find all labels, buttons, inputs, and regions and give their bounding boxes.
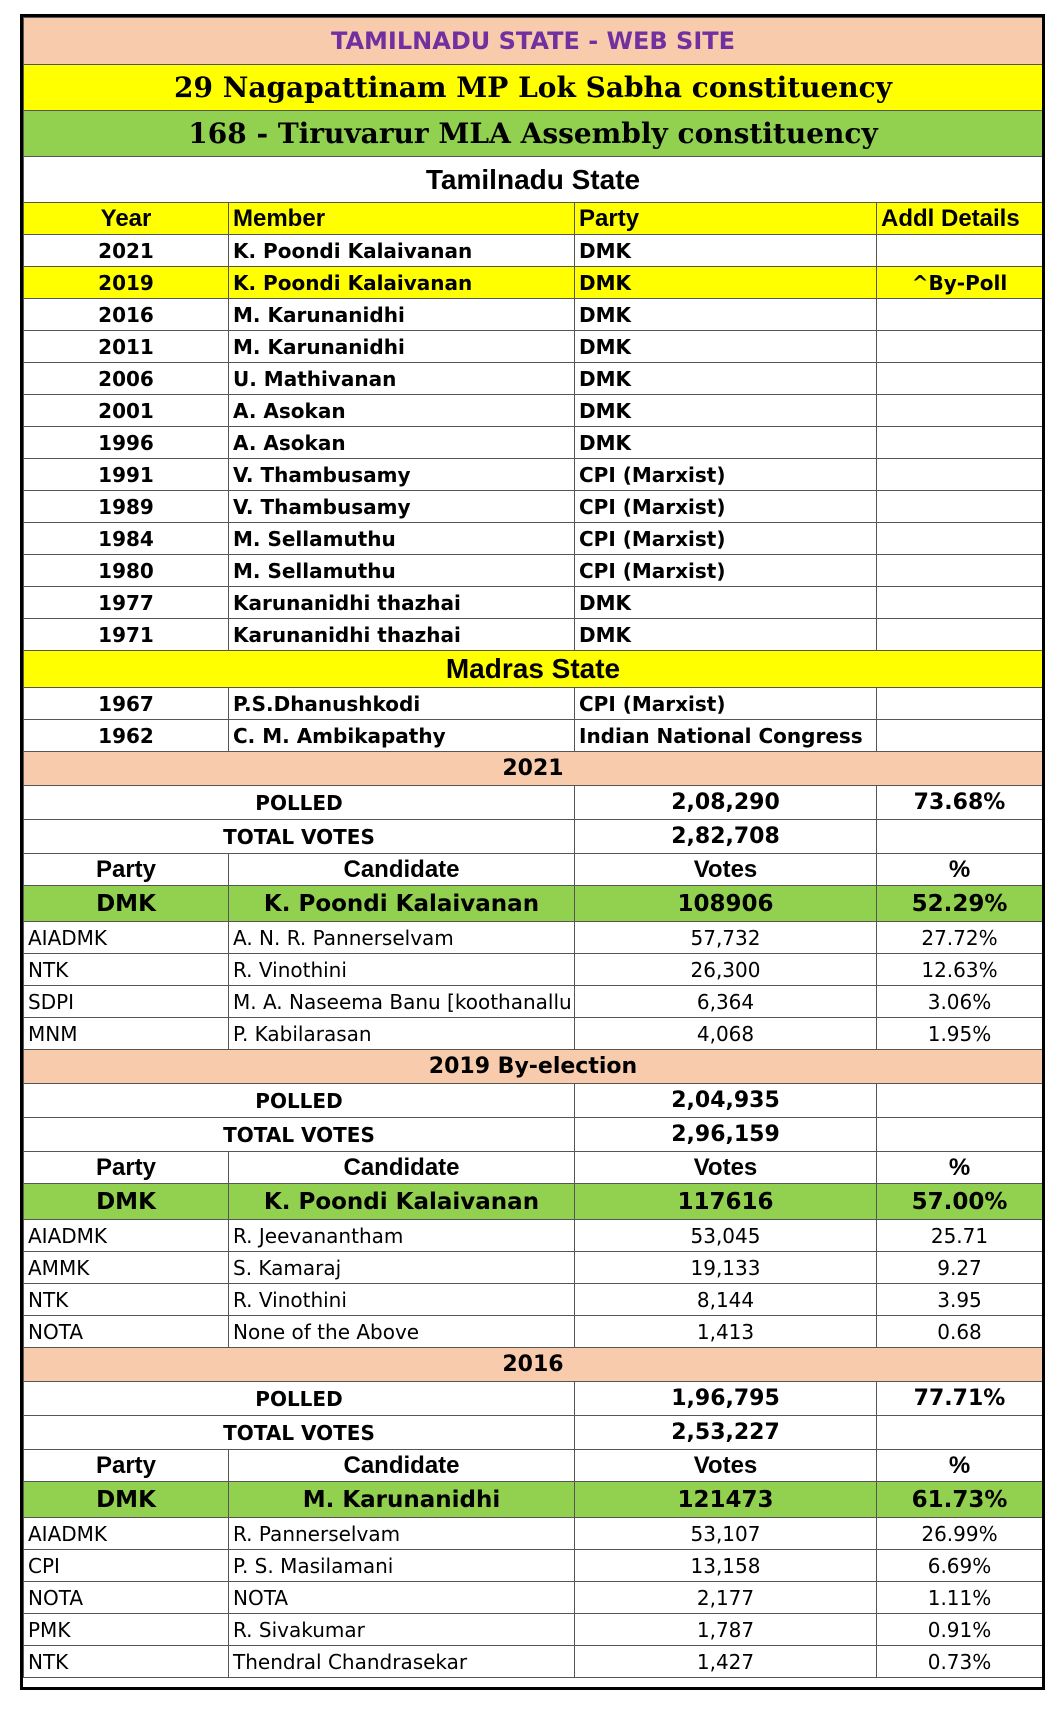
candidate-name: P. Kabilarasan bbox=[229, 1018, 575, 1050]
header-percent: % bbox=[877, 1152, 1043, 1184]
candidate-party: SDPI bbox=[24, 986, 229, 1018]
candidate-header-row bbox=[24, 1152, 1043, 1184]
candidate-percent: 6.69% bbox=[877, 1550, 1043, 1582]
total-votes-row bbox=[24, 820, 1043, 854]
member-details bbox=[877, 459, 1043, 491]
member-details bbox=[877, 427, 1043, 459]
candidate-name: A. N. R. Pannerselvam bbox=[229, 922, 575, 954]
candidate-party: NOTA bbox=[24, 1582, 229, 1614]
candidate-votes: 8,144 bbox=[575, 1284, 877, 1316]
member-year: 2016 bbox=[24, 299, 229, 331]
header-details: Addl Details bbox=[877, 203, 1043, 235]
candidate-party: NTK bbox=[24, 1284, 229, 1316]
header-candidate: Candidate bbox=[229, 1450, 575, 1482]
candidate-row bbox=[24, 922, 1043, 954]
polled-label: POLLED bbox=[24, 1084, 575, 1118]
candidate-percent: 0.73% bbox=[877, 1646, 1043, 1678]
member-row bbox=[24, 619, 1043, 651]
winner-party: DMK bbox=[24, 1184, 229, 1220]
candidate-name: M. A. Naseema Banu [koothanallu bbox=[229, 986, 575, 1018]
election-year-row bbox=[24, 1050, 1043, 1084]
member-name: M. Sellamuthu bbox=[229, 523, 575, 555]
candidate-name: S. Kamaraj bbox=[229, 1252, 575, 1284]
member-details bbox=[877, 363, 1043, 395]
polled-value: 2,04,935 bbox=[575, 1084, 877, 1118]
member-details bbox=[877, 619, 1043, 651]
candidate-votes: 57,732 bbox=[575, 922, 877, 954]
mp-constituency-row bbox=[24, 65, 1043, 111]
candidate-row bbox=[24, 986, 1043, 1018]
member-name: M. Sellamuthu bbox=[229, 555, 575, 587]
candidate-votes: 13,158 bbox=[575, 1550, 877, 1582]
header-candidate: Candidate bbox=[229, 1152, 575, 1184]
polled-label: POLLED bbox=[24, 786, 575, 820]
candidate-votes: 4,068 bbox=[575, 1018, 877, 1050]
member-party: DMK bbox=[575, 299, 877, 331]
winner-votes: 117616 bbox=[575, 1184, 877, 1220]
candidate-votes: 2,177 bbox=[575, 1582, 877, 1614]
member-year: 1996 bbox=[24, 427, 229, 459]
total-votes-value: 2,96,159 bbox=[575, 1118, 877, 1152]
candidate-votes: 1,787 bbox=[575, 1614, 877, 1646]
total-votes-label: TOTAL VOTES bbox=[24, 1118, 575, 1152]
header-candidate: Candidate bbox=[229, 854, 575, 886]
candidate-row bbox=[24, 1646, 1043, 1678]
member-year: 1971 bbox=[24, 619, 229, 651]
candidate-votes: 53,045 bbox=[575, 1220, 877, 1252]
total-votes-label: TOTAL VOTES bbox=[24, 1416, 575, 1450]
candidate-party: NOTA bbox=[24, 1316, 229, 1348]
winner-row bbox=[24, 1184, 1043, 1220]
candidate-percent: 12.63% bbox=[877, 954, 1043, 986]
candidate-party: MNM bbox=[24, 1018, 229, 1050]
candidate-votes: 1,413 bbox=[575, 1316, 877, 1348]
member-details bbox=[877, 720, 1043, 752]
candidate-percent: 1.11% bbox=[877, 1582, 1043, 1614]
candidate-party: NTK bbox=[24, 1646, 229, 1678]
madras-heading: Madras State bbox=[24, 651, 1043, 688]
header-party: Party bbox=[575, 203, 877, 235]
member-row bbox=[24, 720, 1043, 752]
candidate-votes: 53,107 bbox=[575, 1518, 877, 1550]
member-row bbox=[24, 491, 1043, 523]
polled-percent: 73.68% bbox=[877, 786, 1043, 820]
candidate-name: P. S. Masilamani bbox=[229, 1550, 575, 1582]
members-header-row bbox=[24, 203, 1043, 235]
election-title: 2016 bbox=[24, 1348, 1043, 1382]
state-heading: Tamilnadu State bbox=[24, 157, 1043, 203]
candidate-percent: 3.95 bbox=[877, 1284, 1043, 1316]
member-year: 1962 bbox=[24, 720, 229, 752]
member-details bbox=[877, 555, 1043, 587]
member-party: CPI (Marxist) bbox=[575, 555, 877, 587]
polled-label: POLLED bbox=[24, 1382, 575, 1416]
election-year-row bbox=[24, 752, 1043, 786]
candidate-name: R. Sivakumar bbox=[229, 1614, 575, 1646]
candidate-row bbox=[24, 1284, 1043, 1316]
member-row bbox=[24, 555, 1043, 587]
candidate-party: AIADMK bbox=[24, 1220, 229, 1252]
member-name: K. Poondi Kalaivanan bbox=[229, 235, 575, 267]
winner-row bbox=[24, 886, 1043, 922]
header-percent: % bbox=[877, 854, 1043, 886]
candidate-row bbox=[24, 1550, 1043, 1582]
header-party: Party bbox=[24, 1152, 229, 1184]
candidate-row bbox=[24, 954, 1043, 986]
member-details bbox=[877, 299, 1043, 331]
election-title: 2021 bbox=[24, 752, 1043, 786]
header-votes: Votes bbox=[575, 1450, 877, 1482]
member-row bbox=[24, 427, 1043, 459]
candidate-party: AIADMK bbox=[24, 922, 229, 954]
candidate-name: Thendral Chandrasekar bbox=[229, 1646, 575, 1678]
candidate-percent: 3.06% bbox=[877, 986, 1043, 1018]
total-votes-row bbox=[24, 1416, 1043, 1450]
member-row bbox=[24, 688, 1043, 720]
total-votes-value: 2,53,227 bbox=[575, 1416, 877, 1450]
winner-percent: 61.73% bbox=[877, 1482, 1043, 1518]
member-party: CPI (Marxist) bbox=[575, 523, 877, 555]
member-year: 1984 bbox=[24, 523, 229, 555]
member-name: U. Mathivanan bbox=[229, 363, 575, 395]
member-details: ^By-Poll bbox=[877, 267, 1043, 299]
site-title: TAMILNADU STATE - WEB SITE bbox=[24, 18, 1043, 65]
candidate-percent: 0.91% bbox=[877, 1614, 1043, 1646]
member-year: 1991 bbox=[24, 459, 229, 491]
candidate-percent: 1.95% bbox=[877, 1018, 1043, 1050]
candidate-row bbox=[24, 1018, 1043, 1050]
madras-heading-row bbox=[24, 651, 1043, 688]
member-details bbox=[877, 331, 1043, 363]
constituency-table bbox=[23, 17, 1043, 1678]
polled-percent bbox=[877, 1084, 1043, 1118]
header-year: Year bbox=[24, 203, 229, 235]
member-details bbox=[877, 491, 1043, 523]
member-name: C. M. Ambikapathy bbox=[229, 720, 575, 752]
candidate-party: PMK bbox=[24, 1614, 229, 1646]
total-votes-empty bbox=[877, 1416, 1043, 1450]
member-year: 2001 bbox=[24, 395, 229, 427]
candidate-header-row bbox=[24, 1450, 1043, 1482]
candidate-row bbox=[24, 1614, 1043, 1646]
member-year: 2006 bbox=[24, 363, 229, 395]
header-percent: % bbox=[877, 1450, 1043, 1482]
member-row bbox=[24, 235, 1043, 267]
member-year: 1977 bbox=[24, 587, 229, 619]
candidate-header-row bbox=[24, 854, 1043, 886]
polled-row bbox=[24, 786, 1043, 820]
candidate-party: CPI bbox=[24, 1550, 229, 1582]
candidate-row bbox=[24, 1252, 1043, 1284]
candidate-votes: 19,133 bbox=[575, 1252, 877, 1284]
winner-percent: 52.29% bbox=[877, 886, 1043, 922]
site-title-row bbox=[24, 18, 1043, 65]
winner-row bbox=[24, 1482, 1043, 1518]
member-name: K. Poondi Kalaivanan bbox=[229, 267, 575, 299]
candidate-name: None of the Above bbox=[229, 1316, 575, 1348]
candidate-row bbox=[24, 1582, 1043, 1614]
candidate-votes: 1,427 bbox=[575, 1646, 877, 1678]
polled-row bbox=[24, 1084, 1043, 1118]
winner-votes: 108906 bbox=[575, 886, 877, 922]
member-row bbox=[24, 363, 1043, 395]
candidate-votes: 26,300 bbox=[575, 954, 877, 986]
polled-percent: 77.71% bbox=[877, 1382, 1043, 1416]
member-row bbox=[24, 267, 1043, 299]
member-party: DMK bbox=[575, 235, 877, 267]
member-details bbox=[877, 235, 1043, 267]
state-heading-row bbox=[24, 157, 1043, 203]
polled-value: 1,96,795 bbox=[575, 1382, 877, 1416]
header-votes: Votes bbox=[575, 854, 877, 886]
member-name: M. Karunanidhi bbox=[229, 331, 575, 363]
member-party: DMK bbox=[575, 331, 877, 363]
candidate-percent: 25.71 bbox=[877, 1220, 1043, 1252]
candidate-percent: 27.72% bbox=[877, 922, 1043, 954]
candidate-percent: 9.27 bbox=[877, 1252, 1043, 1284]
candidate-name: R. Jeevanantham bbox=[229, 1220, 575, 1252]
winner-candidate: M. Karunanidhi bbox=[229, 1482, 575, 1518]
member-party: DMK bbox=[575, 363, 877, 395]
winner-party: DMK bbox=[24, 1482, 229, 1518]
polled-row bbox=[24, 1382, 1043, 1416]
candidate-name: NOTA bbox=[229, 1582, 575, 1614]
mla-constituency-row bbox=[24, 111, 1043, 157]
member-year: 2019 bbox=[24, 267, 229, 299]
member-name: M. Karunanidhi bbox=[229, 299, 575, 331]
member-year: 1967 bbox=[24, 688, 229, 720]
member-row bbox=[24, 299, 1043, 331]
member-party: CPI (Marxist) bbox=[575, 688, 877, 720]
member-name: A. Asokan bbox=[229, 395, 575, 427]
member-details bbox=[877, 688, 1043, 720]
election-year-row bbox=[24, 1348, 1043, 1382]
member-party: DMK bbox=[575, 427, 877, 459]
member-party: DMK bbox=[575, 587, 877, 619]
candidate-percent: 26.99% bbox=[877, 1518, 1043, 1550]
member-year: 2021 bbox=[24, 235, 229, 267]
polled-value: 2,08,290 bbox=[575, 786, 877, 820]
member-party: Indian National Congress bbox=[575, 720, 877, 752]
member-name: A. Asokan bbox=[229, 427, 575, 459]
candidate-percent: 0.68 bbox=[877, 1316, 1043, 1348]
member-name: V. Thambusamy bbox=[229, 459, 575, 491]
constituency-sheet bbox=[20, 14, 1045, 1690]
mla-constituency-title: 168 - Tiruvarur MLA Assembly constituency bbox=[24, 111, 1043, 157]
total-votes-empty bbox=[877, 820, 1043, 854]
candidate-row bbox=[24, 1518, 1043, 1550]
winner-candidate: K. Poondi Kalaivanan bbox=[229, 1184, 575, 1220]
total-votes-value: 2,82,708 bbox=[575, 820, 877, 854]
candidate-party: AMMK bbox=[24, 1252, 229, 1284]
header-party: Party bbox=[24, 1450, 229, 1482]
candidate-name: R. Vinothini bbox=[229, 954, 575, 986]
member-details bbox=[877, 587, 1043, 619]
candidate-name: R. Vinothini bbox=[229, 1284, 575, 1316]
winner-votes: 121473 bbox=[575, 1482, 877, 1518]
member-details bbox=[877, 395, 1043, 427]
member-row bbox=[24, 523, 1043, 555]
candidate-party: NTK bbox=[24, 954, 229, 986]
member-name: P.S.Dhanushkodi bbox=[229, 688, 575, 720]
member-row bbox=[24, 331, 1043, 363]
header-party: Party bbox=[24, 854, 229, 886]
winner-party: DMK bbox=[24, 886, 229, 922]
candidate-name: R. Pannerselvam bbox=[229, 1518, 575, 1550]
member-row bbox=[24, 587, 1043, 619]
member-party: CPI (Marxist) bbox=[575, 459, 877, 491]
member-party: DMK bbox=[575, 395, 877, 427]
total-votes-row bbox=[24, 1118, 1043, 1152]
member-party: DMK bbox=[575, 619, 877, 651]
member-name: Karunanidhi thazhai bbox=[229, 619, 575, 651]
winner-candidate: K. Poondi Kalaivanan bbox=[229, 886, 575, 922]
member-party: DMK bbox=[575, 267, 877, 299]
candidate-row bbox=[24, 1220, 1043, 1252]
candidate-votes: 6,364 bbox=[575, 986, 877, 1018]
header-votes: Votes bbox=[575, 1152, 877, 1184]
member-details bbox=[877, 523, 1043, 555]
member-year: 1980 bbox=[24, 555, 229, 587]
member-row bbox=[24, 395, 1043, 427]
total-votes-label: TOTAL VOTES bbox=[24, 820, 575, 854]
member-row bbox=[24, 459, 1043, 491]
member-year: 1989 bbox=[24, 491, 229, 523]
member-name: V. Thambusamy bbox=[229, 491, 575, 523]
member-year: 2011 bbox=[24, 331, 229, 363]
member-party: CPI (Marxist) bbox=[575, 491, 877, 523]
mp-constituency-title: 29 Nagapattinam MP Lok Sabha constituency bbox=[24, 65, 1043, 111]
header-member: Member bbox=[229, 203, 575, 235]
candidate-row bbox=[24, 1316, 1043, 1348]
candidate-party: AIADMK bbox=[24, 1518, 229, 1550]
election-title: 2019 By-election bbox=[24, 1050, 1043, 1084]
total-votes-empty bbox=[877, 1118, 1043, 1152]
member-name: Karunanidhi thazhai bbox=[229, 587, 575, 619]
winner-percent: 57.00% bbox=[877, 1184, 1043, 1220]
